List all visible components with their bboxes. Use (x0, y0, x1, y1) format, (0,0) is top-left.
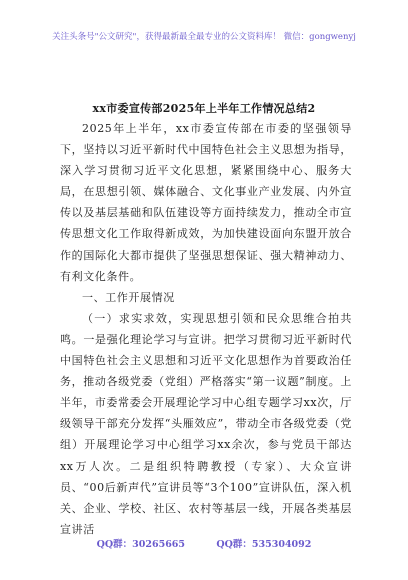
footer-qq-group-2: QQ群：535304092 (216, 539, 312, 550)
footer-qq-group-1: QQ群：30265665 (96, 539, 186, 550)
section-paragraph: （一）求实求效，实现思想引领和民众思维合拍共鸣。一是强化理论学习与宣讲。把学习贯彻习近平新时代中国特色社会主义思想和习近平文化思想作为首要政治任务，推动各级党委（党组）严格落实“第一议题”制度。上半年，市委常委会开展理论学习中心组专题学习xx次，厅级领导干部充分发挥“头雁效应”，带动全市各级党委（党组）开展理论学习中心组学习xx余次，参与党员干部达xx万人次。二是组织特聘教授（专家）、大众宣讲员、“00后新声代”宣讲员等“3个100”宣讲队伍，深入机关、企业、学校、社区、农村等基层一线，开展各类基层宣讲活 (60, 311, 353, 536)
document-title: xx市委宣传部2025年上半年工作情况总结2 (92, 102, 316, 115)
document-body (60, 118, 352, 540)
intro-paragraph: 2025年上半年，xx市委宣传部在市委的坚强领导下，坚持以习近平新时代中国特色社会主义思想为指导，深入学习贯彻习近平文化思想，紧紧围绕中心、服务大局，在思想引领、媒体融合、文化事业产业发展、内外宣传以及基层基础和队伍建设等方面持续发力，推动全市宣传思想文化工作取得新成效，为加快建设面向东盟开放合作的国际化大都市提供了坚强思想保证、强大精神动力、有利文化条件。 (60, 122, 352, 283)
section-heading: 一、工作开展情况 (82, 290, 175, 304)
header-banner: 关注头条号"公文研究"，获得最新最全最专业的公文资料库！ 微信：gongwenyj (52, 32, 356, 42)
footer (0, 536, 408, 550)
